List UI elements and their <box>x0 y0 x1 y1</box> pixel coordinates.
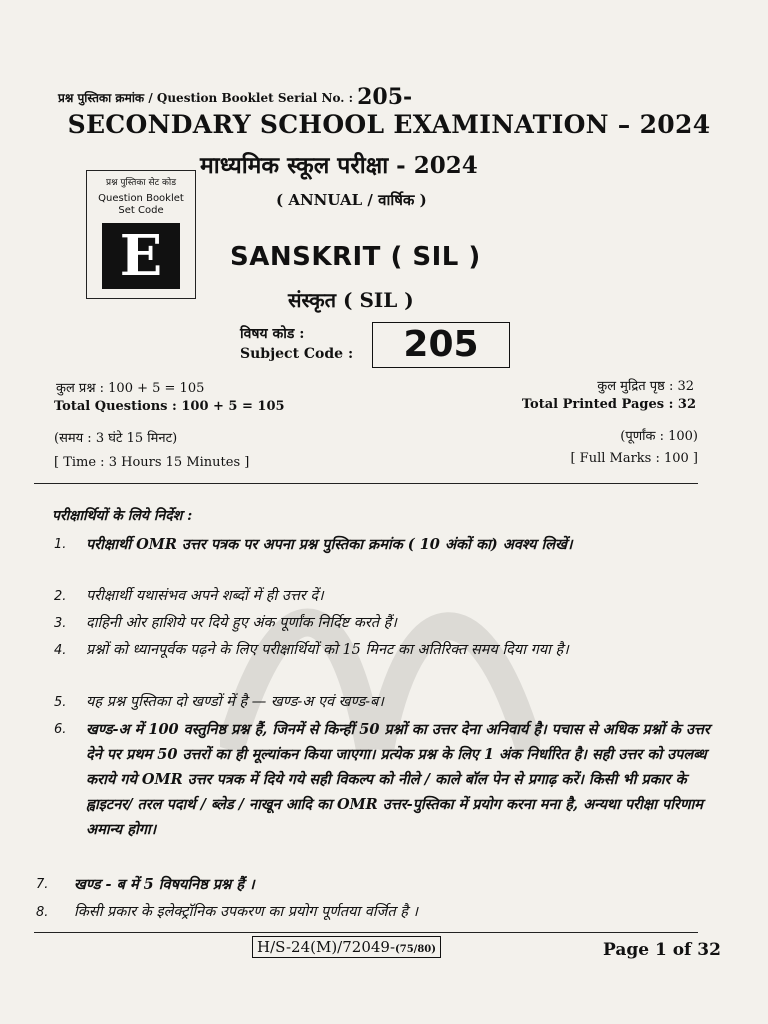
exam-title-hindi: माध्यमिक स्कूल परीक्षा - 2024 <box>200 152 478 179</box>
total-questions-english: Total Questions : 100 + 5 = 105 <box>54 399 285 414</box>
set-code-label-hindi: प्रश्न पुस्तिका सेट कोड <box>105 178 177 188</box>
set-code-label-english <box>87 193 195 217</box>
instruction-item <box>54 532 734 582</box>
instruction-number: 3. <box>54 616 67 631</box>
instruction-item <box>54 638 734 688</box>
subject-code-label-english: Subject Code : <box>240 346 354 362</box>
instruction-text: यह प्रश्न पुस्तिका दो खण्डों में है — खण्ड-अ एवं खण्ड-ब। <box>86 694 384 710</box>
full-marks-english: [ Full Marks : 100 ] <box>570 451 698 466</box>
total-pages-hindi: कुल मुद्रित पृष्ठ : 32 <box>597 379 694 394</box>
subject-code-label <box>240 324 353 364</box>
time-hindi: (समय : 3 घंटे 15 मिनट) <box>54 431 178 446</box>
total-questions-hindi: कुल प्रश्न : 100 + 5 = 105 <box>56 381 205 396</box>
booklet-code-text: H/S-24(M)/72049- <box>257 938 396 956</box>
instruction-text: दाहिनी ओर हाशिये पर दिये हुए अंक पूर्णांक निर्दिष्ट करते हैं। <box>86 615 397 631</box>
instructions-heading: परीक्षार्थियों के लिये निर्देश : <box>52 508 193 524</box>
booklet-code <box>252 936 441 958</box>
full-marks-hindi: (पूर्णांक : 100) <box>620 429 698 444</box>
set-code-label-line2: Set Code <box>118 205 164 216</box>
instruction-text: खण्ड - ब में 5 विषयनिष्ठ प्रश्न हैं । <box>74 876 255 893</box>
divider-top <box>34 483 698 484</box>
instruction-number: 7. <box>36 877 49 892</box>
instruction-text: प्रश्नों को ध्यानपूर्वक पढ़ने के लिए परीक्षार्थियों को 15 मिनट का अतिरिक्त समय दिया गया है। <box>86 642 569 658</box>
instruction-number: 6. <box>54 722 67 737</box>
instruction-text: परीक्षार्थी OMR उत्तर पत्रक पर अपना प्रश्न पुस्तिका क्रमांक ( 10 अंकों का) अवश्य लिखें। <box>86 536 573 553</box>
instruction-item <box>36 872 736 897</box>
instruction-item <box>54 690 734 715</box>
instruction-text: खण्ड-अ में 100 वस्तुनिष्ठ प्रश्न हैं, जिनमें से किन्हीं 50 प्रश्नों का उत्तर देना अनिवार्य है। पचास से अधिक प्रश्नों के उत्तर देने पर प्रथम 50 उत्तरों का ही मूल्यांकन किया जाएगा। प्रत्येक प्रश्न के लिए 1 अंक निर्धारित है। सही उत्तर को उपलब्ध कराये गये OMR उत्तर पत्रक में दिये गये सही विकल्प को नीले / काले बॉल पेन से प्रगाढ़ करें। किसी भी प्रकार के ह्वाइटनर/ तरल पदार्थ / ब्लेड / नाखून आदि का OMR उत्तर-पुस्तिका में प्रयोग करना मना है, अन्यथा परीक्षा परिणाम अमान्य होगा। <box>86 721 710 838</box>
instruction-number: 1. <box>54 537 67 552</box>
divider-bottom <box>34 932 698 933</box>
instruction-number: 8. <box>36 905 49 920</box>
set-code-label-line1: Question Booklet <box>98 193 184 204</box>
subject-code-label-hindi: विषय कोड : <box>240 326 305 342</box>
annual-label: ( ANNUAL / वार्षिक ) <box>276 191 427 209</box>
instruction-text: परीक्षार्थी यथासंभव अपने शब्दों में ही उत्तर दें। <box>86 588 324 604</box>
exam-title-english: SECONDARY SCHOOL EXAMINATION – 2024 <box>67 110 711 139</box>
subject-name-english: SANSKRIT ( SIL ) <box>230 242 481 272</box>
total-pages-english: Total Printed Pages : 32 <box>521 397 696 412</box>
instruction-number: 5. <box>54 695 67 710</box>
instruction-text: किसी प्रकार के इलेक्ट्रॉनिक उपकरण का प्रयोग पूर्णतया वर्जित है । <box>74 904 418 920</box>
instruction-item <box>54 717 734 867</box>
time-english: [ Time : 3 Hours 15 Minutes ] <box>54 455 250 470</box>
set-code-letter: E <box>102 223 180 289</box>
instruction-number: 4. <box>54 643 67 658</box>
serial-number: 205- <box>357 84 413 110</box>
subject-code-box: 205 <box>372 322 510 368</box>
page-number: Page 1 of 32 <box>603 940 721 960</box>
serial-label: प्रश्न पुस्तिका क्रमांक / Question Booklet Serial No. : <box>58 91 354 105</box>
set-code-box <box>86 170 196 299</box>
instruction-number: 2. <box>54 589 67 604</box>
instruction-item <box>54 611 734 636</box>
instruction-item <box>36 900 736 925</box>
booklet-code-suffix: (75/80) <box>395 944 436 955</box>
instruction-item <box>54 584 734 609</box>
serial-line <box>58 84 412 110</box>
subject-name-hindi: संस्कृत ( SIL ) <box>288 288 414 312</box>
